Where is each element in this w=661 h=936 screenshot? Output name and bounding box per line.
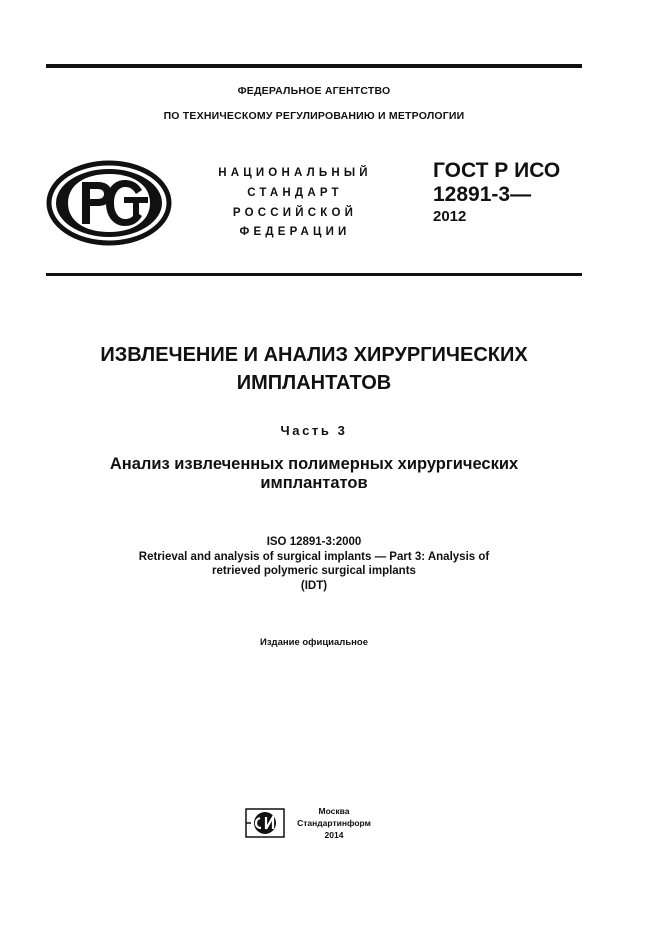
edition-label: Издание официальное <box>260 637 368 648</box>
agency-name-line2: ПО ТЕХНИЧЕСКОМУ РЕГУЛИРОВАНИЮ И МЕТРОЛОГИИ <box>163 110 465 122</box>
agency-name-line1: ФЕДЕРАЛЬНОЕ АГЕНТСТВО <box>237 85 391 97</box>
iso-title-line2: retrieved polymeric surgical implants <box>212 565 416 577</box>
publisher-block <box>290 805 378 841</box>
middle-rule <box>46 273 582 276</box>
national-standard-line: ФЕДЕРАЦИИ <box>239 226 351 239</box>
document-title <box>46 341 582 397</box>
standard-designation <box>433 158 560 227</box>
rst-certification-mark-icon <box>46 160 172 246</box>
part-label: Часть 3 <box>280 423 348 438</box>
designation-line1: ГОСТ Р ИСО <box>433 159 561 182</box>
publisher-city: Москва <box>318 806 350 816</box>
title-line2: ИМПЛАНТАТОВ <box>236 372 392 394</box>
standartinform-mark-icon <box>245 808 285 838</box>
title-line1: ИЗВЛЕЧЕНИЕ И АНАЛИЗ ХИРУРГИЧЕСКИХ <box>100 344 528 366</box>
iso-title-line1: Retrieval and analysis of surgical implants — Part 3: Analysis of <box>138 550 490 563</box>
designation-year: 2012 <box>433 208 467 225</box>
national-standard-line: СТАНДАРТ <box>247 186 343 199</box>
publisher-name: Стандартинформ <box>297 818 371 828</box>
national-standard-line: НАЦИОНАЛЬНЫЙ <box>218 167 372 179</box>
subtitle-line2: имплантатов <box>260 474 368 492</box>
iso-degree: (IDT) <box>300 579 328 592</box>
subtitle-line1: Анализ извлеченных полимерных хирургических <box>109 455 519 473</box>
designation-line2: 12891-3— <box>433 183 532 206</box>
document-subtitle <box>46 455 582 493</box>
top-rule <box>46 64 582 68</box>
iso-reference <box>46 535 582 593</box>
publication-year: 2014 <box>324 830 344 840</box>
national-standard-caption <box>190 164 400 243</box>
national-standard-line: РОССИЙСКОЙ <box>232 206 358 219</box>
iso-number: ISO 12891-3:2000 <box>266 536 362 548</box>
